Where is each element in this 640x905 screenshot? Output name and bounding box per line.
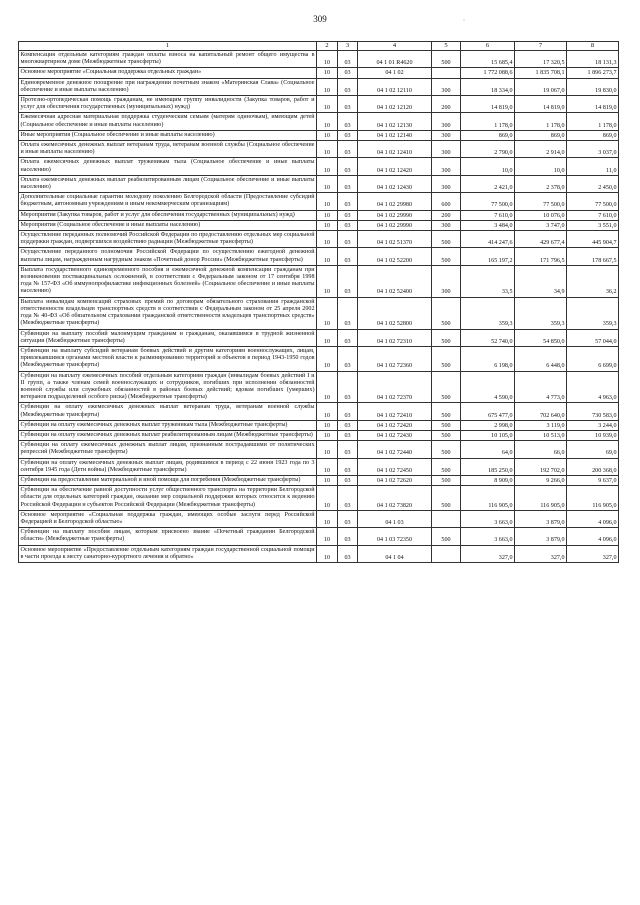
header-col-8: 8	[567, 42, 619, 51]
cell-amount-year1: 3 663,0	[461, 528, 515, 545]
cell-subsection: 03	[338, 420, 358, 430]
cell-amount-year1: 33,5	[461, 265, 515, 297]
cell-expense-type: 500	[432, 486, 461, 511]
cell-expense-type: 600	[432, 193, 461, 210]
cell-target-article: 04 1 03 72350	[358, 528, 432, 545]
cell-target-article: 04 1 02 72370	[358, 371, 432, 403]
cell-amount-year3: 178 667,5	[567, 248, 619, 265]
header-col-1: 1	[19, 42, 317, 51]
cell-amount-year1: 6 198,0	[461, 346, 515, 371]
cell-target-article: 04 1 02 72310	[358, 329, 432, 346]
header-col-6: 6	[461, 42, 515, 51]
table-row	[19, 475, 619, 485]
cell-name: Ежемесячная адресная материальная поддержка студенческим семьям (матерям одиночкам), имеющим детей (Социальное обеспечение и иные выплаты населению)	[19, 113, 317, 130]
cell-expense-type: 500	[432, 51, 461, 68]
cell-amount-year2: 17 320,5	[515, 51, 567, 68]
cell-amount-year2: 116 905,0	[515, 486, 567, 511]
cell-amount-year1: 52 740,0	[461, 329, 515, 346]
table-row	[19, 113, 619, 130]
cell-expense-type: 500	[432, 528, 461, 545]
cell-section: 10	[317, 175, 338, 192]
cell-subsection: 03	[338, 475, 358, 485]
cell-amount-year2: 14 819,0	[515, 96, 567, 113]
cell-amount-year2: 3 747,0	[515, 220, 567, 230]
cell-section: 10	[317, 210, 338, 220]
cell-amount-year1: 3 663,0	[461, 510, 515, 527]
table-row	[19, 510, 619, 527]
cell-amount-year2: 702 640,0	[515, 403, 567, 420]
cell-section: 10	[317, 248, 338, 265]
cell-subsection: 03	[338, 248, 358, 265]
cell-subsection: 03	[338, 130, 358, 140]
table-row	[19, 528, 619, 545]
cell-section: 10	[317, 68, 338, 78]
cell-amount-year3: 445 904,7	[567, 231, 619, 248]
cell-section: 10	[317, 265, 338, 297]
cell-section: 10	[317, 403, 338, 420]
cell-amount-year1: 414 247,6	[461, 231, 515, 248]
cell-name: Дополнительные социальные гарантии молодому поколению Белгородской области (Предоставление субсидий бюджетным, автономным учреждениям и иным некоммерческим организациям)	[19, 193, 317, 210]
cell-section: 10	[317, 78, 338, 95]
cell-target-article: 04 1 02 51370	[358, 231, 432, 248]
cell-expense-type: 500	[432, 420, 461, 430]
cell-amount-year2: 10 513,0	[515, 430, 567, 440]
cell-subsection: 03	[338, 441, 358, 458]
table-row	[19, 329, 619, 346]
cell-amount-year3: 116 905,0	[567, 486, 619, 511]
cell-section: 10	[317, 475, 338, 485]
cell-amount-year2: 6 448,0	[515, 346, 567, 371]
table-row	[19, 96, 619, 113]
cell-amount-year2: 192 702,0	[515, 458, 567, 475]
table-row	[19, 420, 619, 430]
cell-amount-year1: 869,0	[461, 130, 515, 140]
cell-amount-year3: 3 244,0	[567, 420, 619, 430]
cell-amount-year1: 4 590,0	[461, 371, 515, 403]
cell-section: 10	[317, 458, 338, 475]
cell-expense-type: 300	[432, 130, 461, 140]
table-row	[19, 265, 619, 297]
cell-amount-year2: 54 850,0	[515, 329, 567, 346]
cell-name: Осуществление переданных полномочий Российской Федерации по предоставлению отдельных мер социальной поддержки граждан, подвергшихся воздействию радиации (Межбюджетные трансферты)	[19, 231, 317, 248]
cell-section: 10	[317, 346, 338, 371]
cell-name: Оплата ежемесячных денежных выплат ветеранам труда, ветеранам военной службы (Социальное обеспечение и иные выплаты населению)	[19, 141, 317, 158]
cell-amount-year3: 9 637,0	[567, 475, 619, 485]
table-row	[19, 458, 619, 475]
cell-section: 10	[317, 420, 338, 430]
cell-subsection: 03	[338, 371, 358, 403]
cell-target-article: 04 1 02 12130	[358, 113, 432, 130]
cell-section: 10	[317, 441, 338, 458]
cell-expense-type: 500	[432, 430, 461, 440]
cell-section: 10	[317, 545, 338, 562]
header-col-7: 7	[515, 42, 567, 51]
cell-name: Оплата ежемесячных денежных выплат труженикам тыла (Социальное обеспечение и иные выплаты населению)	[19, 158, 317, 175]
cell-subsection: 03	[338, 528, 358, 545]
cell-section: 10	[317, 510, 338, 527]
cell-amount-year2: 2 378,0	[515, 175, 567, 192]
cell-section: 10	[317, 430, 338, 440]
cell-amount-year1: 359,3	[461, 297, 515, 329]
cell-subsection: 03	[338, 193, 358, 210]
cell-amount-year3: 6 699,0	[567, 346, 619, 371]
cell-amount-year2: 2 914,0	[515, 141, 567, 158]
cell-target-article: 04 1 02 72360	[358, 346, 432, 371]
budget-table	[18, 41, 619, 563]
cell-name: Компенсация отдельным категориям граждан оплаты взноса на капитальный ремонт общего имущества в многоквартирном доме (Межбюджетные трансферты)	[19, 51, 317, 68]
cell-target-article: 04 1 02 73820	[358, 486, 432, 511]
cell-name: Выплата инвалидам компенсаций страховых премий по договорам обязательного страхования гражданской ответственности владельцев транспортных средств в соответствии с Федеральным законом от 25 апреля 2002 года № 40-ФЗ «Об обязательном страховании гражданской ответственности владельцев транспортных средств» (Межбюджетные трансферты)	[19, 297, 317, 329]
cell-amount-year3: 11,0	[567, 158, 619, 175]
table-row	[19, 78, 619, 95]
table-body	[19, 51, 619, 563]
cell-subsection: 03	[338, 96, 358, 113]
table-header-row	[19, 42, 619, 51]
cell-target-article: 04 1 02 72430	[358, 430, 432, 440]
cell-amount-year1: 1 178,0	[461, 113, 515, 130]
cell-subsection: 03	[338, 51, 358, 68]
cell-amount-year2: 3 119,0	[515, 420, 567, 430]
cell-section: 10	[317, 193, 338, 210]
page-mark: ·	[463, 18, 465, 24]
table-row	[19, 248, 619, 265]
table-row	[19, 441, 619, 458]
cell-amount-year2: 3 879,0	[515, 510, 567, 527]
cell-amount-year2: 327,0	[515, 545, 567, 562]
cell-expense-type: 500	[432, 371, 461, 403]
cell-expense-type: 300	[432, 158, 461, 175]
cell-subsection: 03	[338, 430, 358, 440]
cell-target-article: 04 1 02 29980	[358, 193, 432, 210]
cell-expense-type	[432, 510, 461, 527]
table-row	[19, 346, 619, 371]
cell-amount-year1: 64,0	[461, 441, 515, 458]
cell-subsection: 03	[338, 175, 358, 192]
cell-expense-type: 500	[432, 346, 461, 371]
cell-subsection: 03	[338, 403, 358, 420]
cell-name: Субвенции на оплату ежемесячных денежных выплат реабилитированным лицам (Межбюджетные трансферты)	[19, 430, 317, 440]
cell-subsection: 03	[338, 329, 358, 346]
cell-section: 10	[317, 113, 338, 130]
cell-target-article: 04 1 02 12410	[358, 141, 432, 158]
cell-name: Субвенции на выплату пособий малоимущим гражданам и гражданам, оказавшимся в трудной жизненной ситуации (Межбюджетные трансферты)	[19, 329, 317, 346]
cell-section: 10	[317, 220, 338, 230]
cell-name: Субвенции на оплату ежемесячных денежных выплат лицам, родившимся в период с 22 июня 1923 года по 3 сентября 1945 года (Дети войны) (Межбюджетные трансферты)	[19, 458, 317, 475]
cell-subsection: 03	[338, 68, 358, 78]
cell-target-article: 04 1 02 52200	[358, 248, 432, 265]
cell-subsection: 03	[338, 210, 358, 220]
cell-section: 10	[317, 130, 338, 140]
cell-amount-year2: 1 178,0	[515, 113, 567, 130]
cell-expense-type: 500	[432, 329, 461, 346]
cell-name: Субвенции на оплату ежемесячных денежных выплат лицам, признанным пострадавшими от политических репрессий (Межбюджетные трансферты)	[19, 441, 317, 458]
cell-amount-year2: 171 796,5	[515, 248, 567, 265]
cell-amount-year1: 185 250,0	[461, 458, 515, 475]
cell-target-article: 04 1 02 52400	[358, 265, 432, 297]
cell-expense-type: 500	[432, 403, 461, 420]
cell-name: Субвенции на оплату ежемесячных денежных выплат ветеранам труда, ветеранам военной службы (Межбюджетные трансферты)	[19, 403, 317, 420]
cell-amount-year1: 14 819,0	[461, 96, 515, 113]
cell-section: 10	[317, 329, 338, 346]
cell-target-article: 04 1 02 12430	[358, 175, 432, 192]
cell-name: Иные мероприятия (Социальное обеспечение и иные выплаты населению)	[19, 130, 317, 140]
cell-subsection: 03	[338, 265, 358, 297]
cell-amount-year3: 869,0	[567, 130, 619, 140]
cell-expense-type: 300	[432, 141, 461, 158]
cell-expense-type	[432, 545, 461, 562]
cell-target-article: 04 1 02 72410	[358, 403, 432, 420]
cell-subsection: 03	[338, 486, 358, 511]
cell-name: Субвенции на обеспечение равной доступности услуг общественного транспорта на территории Белгородской области для отдельных категорий граждан, оказание мер социальной поддержки которых относится к ведению Российской Федерации и субъектов Российской Федерации (Межбюджетные трансферты)	[19, 486, 317, 511]
cell-amount-year2: 1 835 708,1	[515, 68, 567, 78]
table-row	[19, 430, 619, 440]
cell-target-article: 04 1 04	[358, 545, 432, 562]
table-row	[19, 193, 619, 210]
cell-subsection: 03	[338, 220, 358, 230]
cell-amount-year3: 7 610,0	[567, 210, 619, 220]
cell-expense-type: 300	[432, 113, 461, 130]
cell-target-article: 04 1 01 R4620	[358, 51, 432, 68]
cell-amount-year3: 730 583,0	[567, 403, 619, 420]
cell-amount-year3: 10 939,0	[567, 430, 619, 440]
cell-name: Протезно-ортопедическая помощь гражданам, не имеющим группу инвалидности (Закупка товаров, работ и услуг для обеспечения государственных (муниципальных) нужд)	[19, 96, 317, 113]
cell-subsection: 03	[338, 231, 358, 248]
cell-name: Основное мероприятие «Социальная поддержка граждан, имеющих особые заслуги перед Российской Федерацией и Белгородской областью»	[19, 510, 317, 527]
cell-name: Осуществление переданного полномочия Российской Федерации по осуществлению ежегодной денежной выплаты лицам, награжденным нагрудным знаком «Почетный донор России» (Межбюджетные трансферты)	[19, 248, 317, 265]
cell-name: Субвенции на оплату ежемесячных денежных выплат труженикам тыла (Межбюджетные трансферты)	[19, 420, 317, 430]
cell-amount-year2: 19 067,0	[515, 78, 567, 95]
cell-expense-type: 200	[432, 210, 461, 220]
table-row	[19, 403, 619, 420]
cell-name: Выплата государственного единовременного пособия и ежемесячной денежной компенсации гражданам при возникновении поствакцинальных осложнений, в соответствии с Федеральным законом от 17 сентября 1998 года № 157-ФЗ «Об иммунопрофилактике инфекционных болезней» (Социальное обеспечение и иные выплаты населению)	[19, 265, 317, 297]
table-row	[19, 297, 619, 329]
cell-amount-year2: 429 677,4	[515, 231, 567, 248]
cell-target-article: 04 1 02	[358, 68, 432, 78]
cell-amount-year3: 19 830,0	[567, 78, 619, 95]
cell-name: Оплата ежемесячных денежных выплат реабилитированным лицам (Социальное обеспечение и иные выплаты населению)	[19, 175, 317, 192]
table-row	[19, 130, 619, 140]
table-row	[19, 231, 619, 248]
cell-amount-year2: 4 773,0	[515, 371, 567, 403]
cell-amount-year2: 869,0	[515, 130, 567, 140]
cell-amount-year2: 10,0	[515, 158, 567, 175]
cell-name: Основное мероприятие «Предоставление отдельным категориям граждан государственной социальной помощи в части проезда к месту санаторно-курортного лечения и обратно»	[19, 545, 317, 562]
cell-amount-year1: 7 610,0	[461, 210, 515, 220]
cell-section: 10	[317, 371, 338, 403]
cell-amount-year1: 327,0	[461, 545, 515, 562]
cell-name: Единовременное денежное поощрение при награждении почетным знаком «Материнская Слава» (Социальное обеспечение и иные выплаты населению)	[19, 78, 317, 95]
cell-amount-year3: 4 096,0	[567, 528, 619, 545]
cell-amount-year3: 69,0	[567, 441, 619, 458]
cell-amount-year3: 1 896 273,7	[567, 68, 619, 78]
cell-target-article: 04 1 02 72620	[358, 475, 432, 485]
cell-subsection: 03	[338, 346, 358, 371]
cell-amount-year3: 4 096,0	[567, 510, 619, 527]
cell-amount-year3: 77 500,0	[567, 193, 619, 210]
cell-amount-year1: 10,0	[461, 158, 515, 175]
cell-expense-type: 500	[432, 441, 461, 458]
cell-amount-year1: 77 500,0	[461, 193, 515, 210]
cell-amount-year3: 4 963,0	[567, 371, 619, 403]
cell-amount-year3: 57 044,0	[567, 329, 619, 346]
cell-target-article: 04 1 02 72450	[358, 458, 432, 475]
cell-section: 10	[317, 486, 338, 511]
cell-target-article: 04 1 02 72440	[358, 441, 432, 458]
cell-amount-year1: 2 790,0	[461, 141, 515, 158]
table-row	[19, 210, 619, 220]
cell-target-article: 04 1 02 12110	[358, 78, 432, 95]
cell-expense-type: 300	[432, 175, 461, 192]
cell-amount-year3: 200 368,0	[567, 458, 619, 475]
cell-amount-year2: 34,9	[515, 265, 567, 297]
header-col-4: 4	[358, 42, 432, 51]
table-row	[19, 68, 619, 78]
cell-expense-type: 200	[432, 96, 461, 113]
cell-section: 10	[317, 297, 338, 329]
cell-amount-year2: 10 076,0	[515, 210, 567, 220]
cell-amount-year1: 10 105,0	[461, 430, 515, 440]
cell-name: Мероприятия (Закупка товаров, работ и услуг для обеспечения государственных (муниципальных) нужд)	[19, 210, 317, 220]
cell-target-article: 04 1 03	[358, 510, 432, 527]
cell-name: Субвенции на выплату ежемесячных пособий отдельным категориям граждан (инвалидам боевых действий I и II групп, а также членам семей военнослужащих и сотрудников, погибших при исполнении обязанностей военной службы или служебных обязанностей в районах боевых действий; вдовам погибших (умерших) ветеранов подразделений особого риска) (Межбюджетные трансферты)	[19, 371, 317, 403]
cell-expense-type: 500	[432, 248, 461, 265]
cell-expense-type	[432, 68, 461, 78]
cell-amount-year1: 15 685,4	[461, 51, 515, 68]
cell-section: 10	[317, 231, 338, 248]
cell-target-article: 04 1 02 12140	[358, 130, 432, 140]
cell-amount-year3: 359,3	[567, 297, 619, 329]
cell-target-article: 04 1 02 52800	[358, 297, 432, 329]
table-row	[19, 486, 619, 511]
cell-target-article: 04 1 02 72420	[358, 420, 432, 430]
cell-amount-year1: 165 197,2	[461, 248, 515, 265]
cell-expense-type: 500	[432, 297, 461, 329]
table-row	[19, 141, 619, 158]
cell-subsection: 03	[338, 458, 358, 475]
cell-subsection: 03	[338, 141, 358, 158]
cell-amount-year2: 3 879,0	[515, 528, 567, 545]
cell-amount-year1: 675 477,0	[461, 403, 515, 420]
cell-subsection: 03	[338, 545, 358, 562]
cell-subsection: 03	[338, 297, 358, 329]
cell-target-article: 04 1 02 29990	[358, 220, 432, 230]
cell-name: Субвенции на выплату субсидий ветеранам боевых действий и другим категориям военнослужащих, лицам, привлекавшимся органами местной власти к разминированию территорий и объектов в период 1943-1950 годов (Межбюджетные трансферты)	[19, 346, 317, 371]
cell-name: Мероприятия (Социальное обеспечение и иные выплаты населению)	[19, 220, 317, 230]
cell-amount-year1: 1 772 088,6	[461, 68, 515, 78]
cell-amount-year1: 2 998,0	[461, 420, 515, 430]
cell-amount-year2: 66,0	[515, 441, 567, 458]
cell-amount-year3: 3 037,0	[567, 141, 619, 158]
cell-amount-year1: 2 421,0	[461, 175, 515, 192]
cell-expense-type: 300	[432, 220, 461, 230]
cell-name: Основное мероприятие «Социальная поддержка отдельных граждан»	[19, 68, 317, 78]
cell-amount-year1: 8 909,0	[461, 475, 515, 485]
cell-subsection: 03	[338, 113, 358, 130]
cell-subsection: 03	[338, 510, 358, 527]
cell-amount-year3: 3 551,0	[567, 220, 619, 230]
page-number: 309	[313, 14, 327, 24]
cell-amount-year1: 18 334,0	[461, 78, 515, 95]
cell-expense-type: 500	[432, 458, 461, 475]
table-row	[19, 371, 619, 403]
cell-name: Субвенции на выплату пособия лицам, которым присвоено звание «Почетный гражданин Белгородской области» (Межбюджетные трансферты)	[19, 528, 317, 545]
table-row	[19, 220, 619, 230]
cell-expense-type: 300	[432, 265, 461, 297]
table-row	[19, 545, 619, 562]
cell-subsection: 03	[338, 78, 358, 95]
cell-amount-year3: 14 819,0	[567, 96, 619, 113]
cell-amount-year3: 2 450,0	[567, 175, 619, 192]
cell-section: 10	[317, 528, 338, 545]
cell-amount-year2: 9 266,0	[515, 475, 567, 485]
cell-expense-type: 500	[432, 475, 461, 485]
cell-target-article: 04 1 02 12420	[358, 158, 432, 175]
cell-amount-year2: 359,3	[515, 297, 567, 329]
cell-amount-year3: 1 178,0	[567, 113, 619, 130]
cell-target-article: 04 1 02 12120	[358, 96, 432, 113]
cell-amount-year1: 116 905,0	[461, 486, 515, 511]
header-col-2: 2	[317, 42, 338, 51]
cell-expense-type: 300	[432, 78, 461, 95]
header-col-3: 3	[338, 42, 358, 51]
table-row	[19, 175, 619, 192]
table-row	[19, 51, 619, 68]
cell-amount-year3: 18 131,3	[567, 51, 619, 68]
cell-name: Субвенции на предоставление материальной и иной помощи для погребения (Межбюджетные трансферты)	[19, 475, 317, 485]
cell-section: 10	[317, 158, 338, 175]
cell-amount-year1: 3 484,0	[461, 220, 515, 230]
cell-section: 10	[317, 141, 338, 158]
cell-amount-year3: 327,0	[567, 545, 619, 562]
cell-section: 10	[317, 51, 338, 68]
cell-expense-type: 500	[432, 231, 461, 248]
cell-subsection: 03	[338, 158, 358, 175]
cell-target-article: 04 1 02 29990	[358, 210, 432, 220]
header-col-5: 5	[432, 42, 461, 51]
cell-section: 10	[317, 96, 338, 113]
table-row	[19, 158, 619, 175]
cell-amount-year3: 36,2	[567, 265, 619, 297]
cell-amount-year2: 77 500,0	[515, 193, 567, 210]
